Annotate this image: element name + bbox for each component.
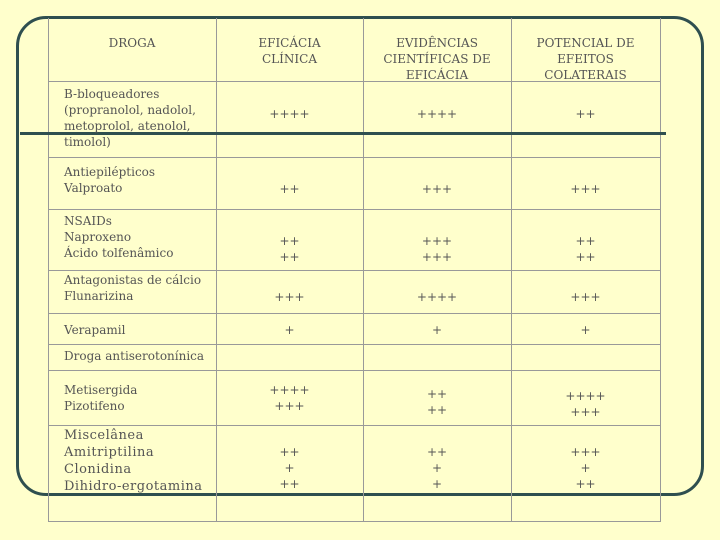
row-antagonistas-evidencias: ++++ bbox=[416, 290, 458, 304]
header-potencial: POTENCIAL DE EFEITOS COLATERAIS bbox=[536, 36, 635, 82]
row-nsaids-eficacia: ++ ++ bbox=[279, 234, 300, 264]
row-antiepilepticos-evidencias: +++ bbox=[421, 182, 453, 196]
row-antagonistas-eficacia: +++ bbox=[274, 290, 305, 304]
row-verapamil-potencial: + bbox=[580, 323, 591, 337]
row-verapamil-evidencias: + bbox=[431, 323, 443, 337]
row-antagonistas-potencial: +++ bbox=[570, 290, 601, 304]
row-miscelanea-evidencias: ++ + + bbox=[426, 445, 448, 491]
row-b-bloqueadores-potencial: ++ bbox=[575, 107, 596, 121]
row-b-bloqueadores-eficacia: ++++ bbox=[269, 107, 310, 121]
header-evidencias: EVIDÊNCIAS CIENTÍFICAS DE EFICÁCIA bbox=[383, 36, 491, 82]
row-metisergida-name: Metisergida Pizotifeno bbox=[64, 383, 138, 413]
row-antiepilepticos-potencial: +++ bbox=[570, 182, 601, 196]
header-droga: DROGA bbox=[108, 36, 156, 50]
row-b-bloqueadores-name: B-bloqueadores (propranolol, nadolol, metoprolol, atenolol, timolol) bbox=[64, 87, 196, 149]
row-antiepilepticos-name: Antiepilépticos Valproato bbox=[64, 165, 156, 195]
row-verapamil-eficacia: + bbox=[284, 323, 295, 337]
row-miscelanea-eficacia: ++ + ++ bbox=[279, 445, 300, 491]
row-antiserotoninica-name: Droga antiserotonínica bbox=[64, 349, 205, 363]
row-nsaids-potencial: ++ ++ bbox=[575, 234, 596, 264]
row-b-bloqueadores-evidencias: ++++ bbox=[416, 107, 458, 121]
row-metisergida-evidencias: ++ ++ bbox=[426, 387, 448, 417]
row-antiepilepticos-eficacia: ++ bbox=[279, 182, 300, 196]
row-antagonistas-name: Antagonistas de cálcio Flunarizina bbox=[64, 273, 202, 303]
row-metisergida-eficacia: ++++ +++ bbox=[269, 383, 310, 413]
row-verapamil-name: Verapamil bbox=[64, 323, 126, 337]
header-eficacia: EFICÁCIA CLÍNICA bbox=[258, 36, 321, 66]
row-nsaids-name: NSAIDs Naproxeno Ácido tolfenâmico bbox=[64, 214, 174, 260]
row-nsaids-evidencias: +++ +++ bbox=[421, 234, 453, 264]
row-miscelanea-potencial: +++ + ++ bbox=[570, 445, 601, 491]
row-miscelanea-name: Miscelânea Amitriptilina Clonidina Dihidro-ergotamina bbox=[64, 428, 203, 494]
row-metisergida-potencial: ++++ +++ bbox=[565, 389, 606, 419]
